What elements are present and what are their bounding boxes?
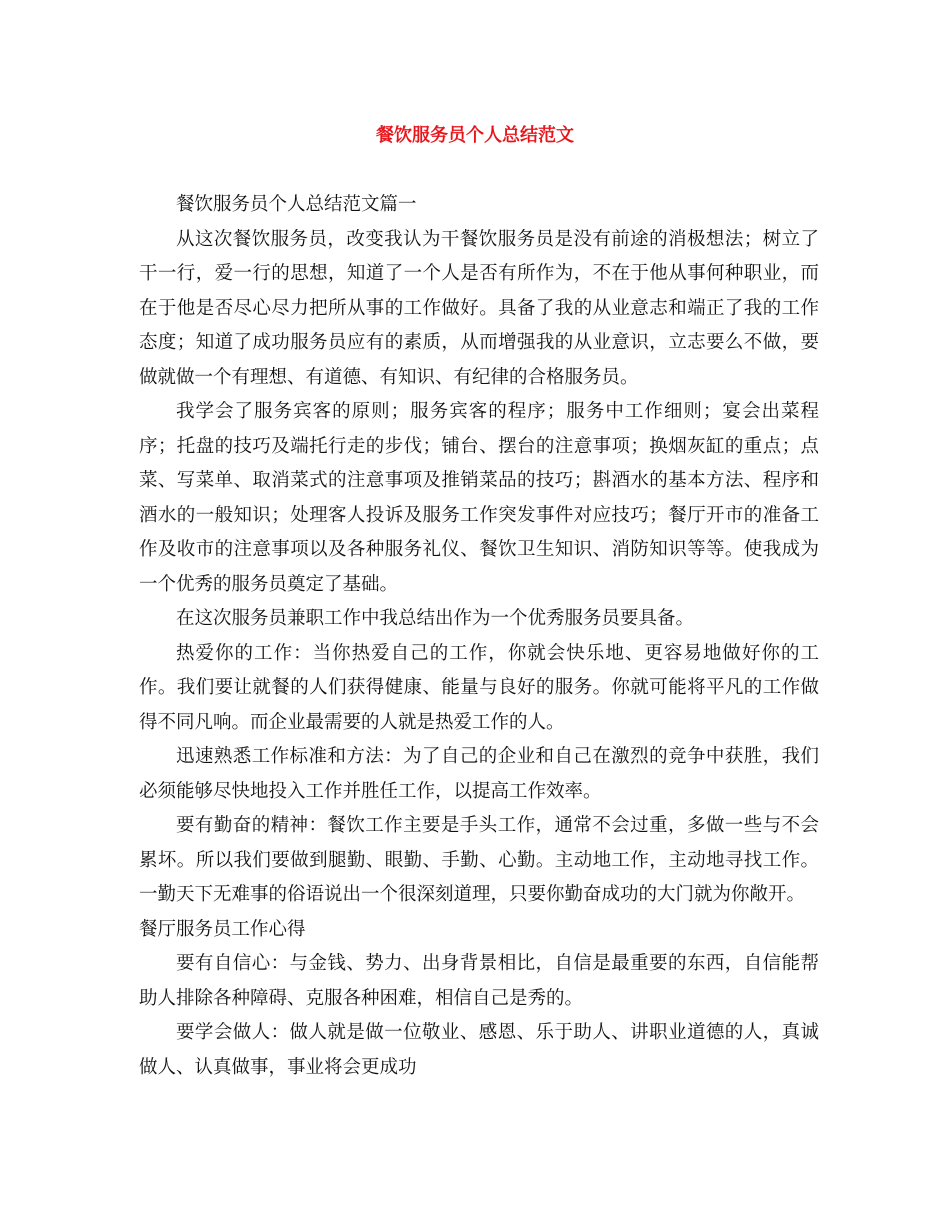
paragraph: 要有勤奋的精神：餐饮工作主要是手头工作，通常不会过重，多做一些与不会累坏。所以我们要做到腿勤、眼勤、手勤、心勤。主动地工作，主动地寻找工作。一勤天下无难事的俗语说出一个很深刻道理，只要你勤奋成功的大门就为你敞开。: [139, 815, 819, 905]
paragraph: 要有自信心：与金钱、势力、出身背景相比，自信是最重要的东西，自信能帮助人排除各种障碍、克服各种困难，相信自己是秀的。: [139, 953, 819, 1009]
document-body: [139, 188, 819, 1085]
paragraph: 从这次餐饮服务员，改变我认为干餐饮服务员是没有前途的消极想法；树立了干一行，爱一行的思想，知道了一个人是否有所作为，不在于他从事何种职业，而在于他是否尽心尽力把所从事的工作做好。具备了我的从业意志和端正了我的工作态度；知道了成功服务员应有的素质，从而增强我的从业意识，立志要么不做，要做就做一个有理想、有道德、有知识、有纪律的合格服务员。: [139, 228, 819, 388]
paragraph: 我学会了服务宾客的原则；服务宾客的程序；服务中工作细则；宴会出菜程序；托盘的技巧及端托行走的步伐；铺台、摆台的注意事项；换烟灰缸的重点；点菜、写菜单、取消菜式的注意事项及推销菜品的技巧；斟酒水的基本方法、程序和酒水的一般知识；处理客人投诉及服务工作突发事件对应技巧；餐厅开市的准备工作及收市的注意事项以及各种服务礼仪、餐饮卫生知识、消防知识等等。使我成为一个优秀的服务员奠定了基础。: [139, 401, 819, 595]
paragraph: 要学会做人：做人就是做一位敬业、感恩、乐于助人、讲职业道德的人，真诚做人、认真做事，事业将会更成功: [139, 1022, 819, 1078]
paragraph: 迅速熟悉工作标准和方法：为了自己的企业和自己在激烈的竞争中获胜，我们必须能够尽快地投入工作并胜任工作，以提高工作效率。: [139, 746, 819, 802]
subheading: 餐厅服务员工作心得: [139, 918, 306, 940]
paragraph: 在这次服务员兼职工作中我总结出作为一个优秀服务员要具备。: [176, 608, 695, 629]
document-title: 餐饮服务员个人总结范文: [376, 125, 574, 146]
section-heading: 餐饮服务员个人总结范文篇一: [176, 194, 417, 215]
paragraph: 热爱你的工作：当你热爱自己的工作，你就会快乐地、更容易地做好你的工作。我们要让就餐的人们获得健康、能量与良好的服务。你就可能将平凡的工作做得不同凡响。而企业最需要的人就是热爱工作的人。: [139, 642, 819, 733]
